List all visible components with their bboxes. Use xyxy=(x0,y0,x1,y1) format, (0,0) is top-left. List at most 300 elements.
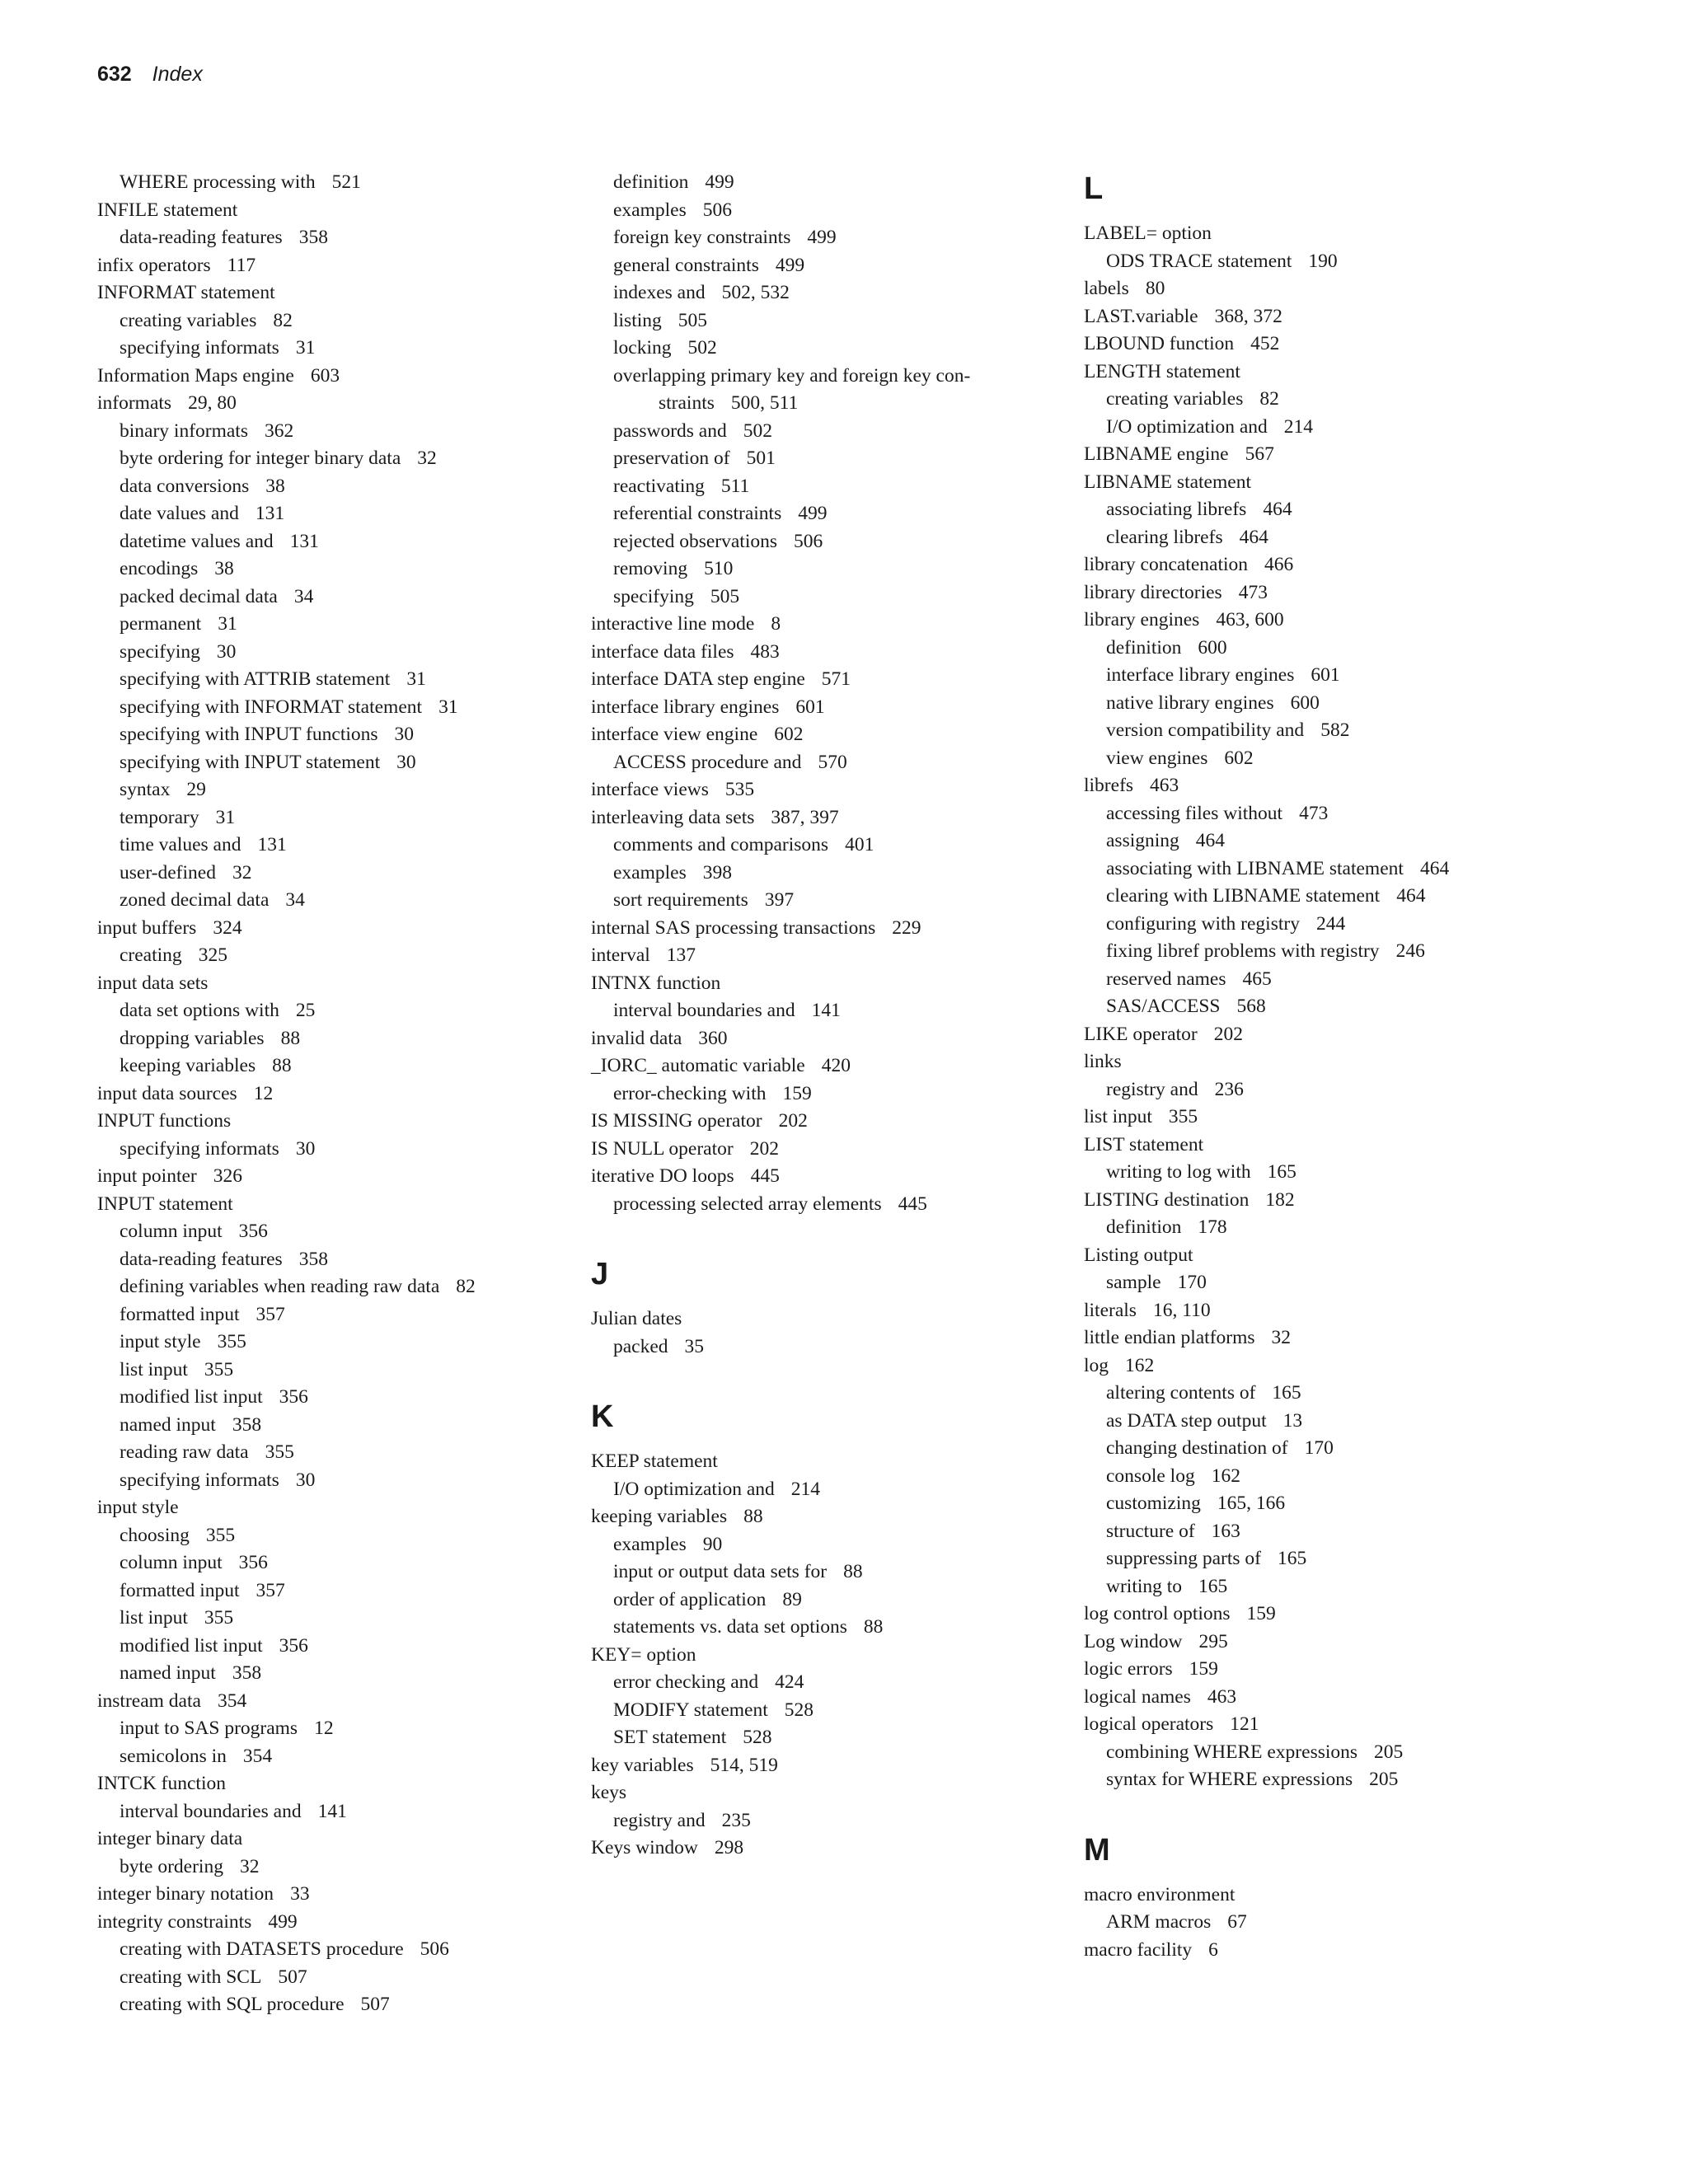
entry-term: INTNX function xyxy=(591,972,721,994)
entry-term: defining variables when reading raw data xyxy=(120,1276,440,1297)
index-subentry xyxy=(97,1660,567,1688)
entry-term: user-defined xyxy=(120,861,216,883)
page-refs: 8 xyxy=(771,613,781,635)
index-subentry xyxy=(97,1743,567,1771)
page-refs: 163 xyxy=(1211,1520,1240,1542)
page-refs: 67 xyxy=(1227,1911,1247,1933)
page-refs: 178 xyxy=(1198,1216,1227,1238)
index-entry xyxy=(97,390,567,418)
page-refs: 159 xyxy=(782,1082,812,1104)
entry-term: Log window xyxy=(1084,1630,1183,1652)
index-entry xyxy=(97,197,567,225)
index-subentry xyxy=(591,1558,1057,1586)
index-subentry xyxy=(591,583,1057,612)
index-subentry xyxy=(591,1531,1057,1559)
index-subentry xyxy=(1084,1463,1587,1491)
page-refs: 12 xyxy=(253,1082,274,1104)
page-refs: 117 xyxy=(227,254,256,276)
entry-term: INTCK function xyxy=(97,1773,226,1794)
index-subentry xyxy=(1084,386,1587,414)
index-entry xyxy=(1084,275,1587,303)
entry-term: examples xyxy=(613,199,687,221)
page-refs: 38 xyxy=(214,558,234,579)
index-entry xyxy=(1084,1601,1587,1629)
page-refs: 355 xyxy=(1168,1106,1198,1127)
index-entry xyxy=(591,1779,1057,1807)
index-entry xyxy=(1084,772,1587,800)
entry-term: specifying informats xyxy=(120,337,279,359)
page-refs: 600 xyxy=(1198,636,1227,658)
page-refs: 182 xyxy=(1265,1188,1295,1211)
index-entry xyxy=(97,1688,567,1716)
index-subentry xyxy=(97,749,567,777)
index-entry xyxy=(1084,441,1587,469)
page-refs: 505 xyxy=(710,585,740,607)
entry-term: foreign key constraints xyxy=(613,227,791,248)
entry-term: library concatenation xyxy=(1084,554,1249,575)
page-refs: 505 xyxy=(678,309,708,331)
entry-term: LIKE operator xyxy=(1084,1023,1198,1045)
index-subentry xyxy=(591,832,1057,860)
index-subentry xyxy=(1084,1214,1587,1242)
index-entry xyxy=(97,1191,567,1219)
page-refs: 89 xyxy=(782,1588,802,1610)
page-refs: 30 xyxy=(295,1137,316,1160)
entry-term: interface DATA step engine xyxy=(591,668,805,690)
index-subentry xyxy=(591,749,1057,777)
index-subentry xyxy=(97,555,567,583)
page-refs: 82 xyxy=(1259,388,1279,410)
page-refs: 298 xyxy=(714,1837,744,1858)
page-refs: 165 xyxy=(1277,1548,1307,1569)
index-subentry xyxy=(591,390,1057,418)
entry-term: keeping variables xyxy=(120,1055,256,1076)
page-refs: 205 xyxy=(1369,1769,1399,1790)
entry-term: interface library engines xyxy=(1106,664,1295,686)
entry-term: interface library engines xyxy=(591,696,780,718)
index-entry xyxy=(591,721,1057,749)
index-subentry xyxy=(1084,690,1587,718)
entry-term: input to SAS programs xyxy=(120,1718,298,1739)
entry-term: iterative DO loops xyxy=(591,1165,734,1187)
page-refs: 162 xyxy=(1125,1354,1155,1376)
page-refs: 31 xyxy=(438,696,458,718)
entry-term: view engines xyxy=(1106,747,1208,769)
page-refs: 483 xyxy=(750,640,780,663)
entry-term: clearing with LIBNAME statement xyxy=(1106,885,1381,907)
entry-term: named input xyxy=(120,1662,216,1684)
entry-term: syntax for WHERE expressions xyxy=(1106,1769,1353,1790)
index-subentry xyxy=(591,1333,1057,1361)
index-entry xyxy=(591,1448,1057,1476)
entry-term: input data sets xyxy=(97,972,209,994)
entry-term: packed decimal data xyxy=(120,585,278,607)
entry-term: LAST.variable xyxy=(1084,305,1198,327)
index-subentry xyxy=(1084,993,1587,1021)
entry-term: ARM macros xyxy=(1106,1911,1212,1933)
index-entry xyxy=(1084,1132,1587,1160)
page-refs: 354 xyxy=(242,1745,273,1767)
index-entry xyxy=(591,1025,1057,1053)
page-refs: 463, 600 xyxy=(1216,609,1284,630)
index-subentry xyxy=(97,1273,567,1301)
page-refs: 30 xyxy=(216,640,237,663)
entry-term: input data sources xyxy=(97,1082,237,1104)
index-subentry xyxy=(1084,1490,1587,1518)
page-refs: 499 xyxy=(807,227,837,248)
index-subentry xyxy=(97,1633,567,1661)
entry-term: choosing xyxy=(120,1524,190,1546)
index-entry xyxy=(591,639,1057,667)
entry-term: macro environment xyxy=(1084,1883,1236,1905)
index-subentry xyxy=(97,1439,567,1467)
index-subentry xyxy=(1084,938,1587,966)
entry-term: literals xyxy=(1084,1299,1137,1321)
entry-term: suppressing parts of xyxy=(1106,1548,1261,1569)
page-refs: 35 xyxy=(684,1335,705,1357)
index-subentry xyxy=(97,776,567,804)
page-refs: 360 xyxy=(698,1027,728,1049)
page-refs: 33 xyxy=(290,1883,310,1905)
page-refs: 88 xyxy=(863,1616,884,1638)
index-subentry xyxy=(1084,635,1587,663)
index-subentry xyxy=(97,1964,567,1992)
entry-term: LIST statement xyxy=(1084,1133,1204,1155)
index-entry xyxy=(1084,1242,1587,1270)
entry-term: referential constraints xyxy=(613,503,782,524)
index-subentry xyxy=(591,224,1057,252)
index-entry xyxy=(591,1503,1057,1531)
index-subentry xyxy=(97,1246,567,1274)
page-refs: 88 xyxy=(272,1055,292,1076)
index-subentry xyxy=(591,307,1057,335)
index-entry xyxy=(591,1108,1057,1136)
entry-term: formatted input xyxy=(120,1303,240,1325)
page-refs: 214 xyxy=(1283,415,1314,438)
index-subentry xyxy=(591,1669,1057,1697)
index-subentry xyxy=(97,335,567,363)
entry-term: creating xyxy=(120,944,182,966)
page-refs: 34 xyxy=(293,585,314,607)
index-entry xyxy=(591,1136,1057,1164)
page-refs: 32 xyxy=(1271,1327,1292,1348)
entry-term: interface data files xyxy=(591,640,734,663)
index-entry xyxy=(1084,1656,1587,1684)
index-entry xyxy=(1084,1297,1587,1325)
page-refs: 355 xyxy=(265,1441,294,1463)
entry-term: creating with SQL procedure xyxy=(120,1994,345,2015)
entry-term: reserved names xyxy=(1106,968,1226,990)
page-refs: 567 xyxy=(1245,443,1274,465)
page-header xyxy=(97,59,203,89)
entry-term: straints xyxy=(659,392,715,414)
entry-term: INPUT statement xyxy=(97,1193,233,1215)
index-subentry xyxy=(591,335,1057,363)
entry-term: comments and comparisons xyxy=(613,834,829,855)
entry-term: MODIFY statement xyxy=(613,1699,768,1721)
index-entry xyxy=(591,970,1057,998)
index-subentry xyxy=(591,473,1057,501)
entry-term: formatted input xyxy=(120,1579,240,1601)
page-refs: 326 xyxy=(213,1165,242,1187)
index-subentry xyxy=(97,1522,567,1550)
page-refs: 535 xyxy=(724,779,755,800)
entry-term: statements vs. data set options xyxy=(613,1616,847,1638)
entry-term: as DATA step output xyxy=(1106,1409,1267,1432)
entry-term: reading raw data xyxy=(120,1441,249,1463)
entry-term: examples xyxy=(613,861,687,883)
entry-term: KEY= option xyxy=(591,1643,696,1666)
page-refs: 202 xyxy=(749,1137,779,1160)
entry-term: library engines xyxy=(1084,609,1200,630)
index-entry xyxy=(591,1305,1057,1333)
entry-term: macro facility xyxy=(1084,1938,1193,1961)
index-subentry xyxy=(1084,1766,1587,1794)
entry-term: fixing libref problems with registry xyxy=(1106,940,1380,962)
entry-term: integer binary notation xyxy=(97,1883,274,1905)
entry-term: dropping variables xyxy=(120,1027,265,1049)
index-subentry xyxy=(97,1025,567,1053)
entry-term: input style xyxy=(97,1497,179,1518)
index-column-1 xyxy=(97,169,567,2019)
entry-term: modified list input xyxy=(120,1634,263,1657)
index-entry xyxy=(1084,330,1587,359)
entry-term: IS MISSING operator xyxy=(591,1110,762,1132)
page-refs: 170 xyxy=(1304,1437,1334,1459)
entry-term: logical operators xyxy=(1084,1713,1214,1735)
page-refs: 137 xyxy=(666,944,696,966)
page-refs: 88 xyxy=(843,1561,863,1582)
index-subentry xyxy=(97,1715,567,1743)
entry-term: syntax xyxy=(120,779,171,800)
entry-term: structure of xyxy=(1106,1520,1195,1542)
index-subentry xyxy=(97,1357,567,1385)
entry-term: native library engines xyxy=(1106,691,1274,714)
entry-term: little endian platforms xyxy=(1084,1327,1255,1348)
page-refs: 357 xyxy=(256,1303,285,1325)
index-subentry xyxy=(591,197,1057,225)
index-subentry xyxy=(1084,414,1587,442)
page-refs: 170 xyxy=(1177,1272,1207,1293)
entry-term: LIBNAME statement xyxy=(1084,471,1251,493)
page-refs: 38 xyxy=(265,475,285,497)
index-subentry xyxy=(97,1577,567,1605)
entry-term: error-checking with xyxy=(613,1082,767,1104)
page-refs: 507 xyxy=(278,1966,307,1988)
page-refs: 502, 532 xyxy=(721,282,790,303)
index-subentry xyxy=(1084,496,1587,524)
index-subentry xyxy=(97,860,567,888)
entry-term: list input xyxy=(1084,1106,1152,1127)
page-refs: 499 xyxy=(268,1910,298,1933)
entry-term: datetime values and xyxy=(120,530,274,552)
index-subentry xyxy=(591,528,1057,556)
entry-term: creating variables xyxy=(120,309,257,331)
page-refs: 31 xyxy=(406,668,426,690)
entry-term: log xyxy=(1084,1354,1109,1376)
entry-term: changing destination of xyxy=(1106,1437,1288,1459)
index-subentry xyxy=(591,500,1057,528)
page-refs: 165 xyxy=(1272,1382,1301,1404)
entry-term: modified list input xyxy=(120,1386,263,1408)
index-entry xyxy=(1084,1684,1587,1712)
index-entry xyxy=(1084,303,1587,331)
entry-term: customizing xyxy=(1106,1493,1201,1514)
page-refs: 82 xyxy=(456,1276,476,1297)
index-entry xyxy=(97,1080,567,1108)
page-refs: 506 xyxy=(702,199,732,221)
entry-term: LENGTH statement xyxy=(1084,360,1240,382)
index-entry xyxy=(591,1835,1057,1863)
entry-term: specifying informats xyxy=(120,1137,279,1160)
entry-term: configuring with registry xyxy=(1106,912,1300,935)
index-entry xyxy=(97,1770,567,1798)
page-refs: 424 xyxy=(775,1671,804,1693)
entry-term: library directories xyxy=(1084,581,1222,603)
page-refs: 354 xyxy=(217,1690,247,1712)
entry-term: integrity constraints xyxy=(97,1910,252,1933)
entry-term: Julian dates xyxy=(591,1308,682,1329)
entry-term: version compatibility and xyxy=(1106,719,1305,741)
page-refs: 507 xyxy=(360,1994,390,2015)
index-entry xyxy=(97,363,567,391)
index-subentry xyxy=(97,942,567,970)
entry-term: packed xyxy=(613,1335,668,1357)
page-refs: 131 xyxy=(257,834,287,855)
index-subentry xyxy=(591,169,1057,197)
index-subentry xyxy=(1084,1573,1587,1601)
index-entry xyxy=(1084,1324,1587,1352)
index-subentry xyxy=(97,1301,567,1329)
entry-term: column input xyxy=(120,1221,223,1242)
page-refs: 235 xyxy=(721,1809,751,1831)
index-subentry xyxy=(1084,1909,1587,1937)
entry-term: list input xyxy=(120,1358,188,1380)
entry-term: LBOUND function xyxy=(1084,333,1235,354)
page-number: 632 xyxy=(97,63,132,86)
entry-term: data-reading features xyxy=(120,227,283,248)
page-refs: 499 xyxy=(798,503,828,524)
entry-term: specifying xyxy=(613,585,694,607)
entry-term: data conversions xyxy=(120,475,250,497)
entry-term: column input xyxy=(120,1552,223,1573)
index-entry xyxy=(591,1642,1057,1670)
entry-term: input style xyxy=(120,1331,201,1352)
index-subentry xyxy=(1084,248,1587,276)
page-refs: 502 xyxy=(743,419,772,442)
page-refs: 141 xyxy=(317,1800,347,1822)
page-refs: 464 xyxy=(1396,885,1426,907)
page-refs: 25 xyxy=(295,1000,316,1021)
page-refs: 506 xyxy=(794,530,823,552)
entry-term: associating with LIBNAME statement xyxy=(1106,857,1404,879)
entry-term: informats xyxy=(97,392,172,414)
index-entry xyxy=(97,1909,567,1937)
index-entry xyxy=(591,1752,1057,1780)
page-refs: 502 xyxy=(687,337,717,359)
page-refs: 131 xyxy=(289,530,319,552)
index-subentry xyxy=(1084,855,1587,883)
entry-term: specifying xyxy=(120,640,200,663)
page-refs: 601 xyxy=(795,696,825,718)
entry-term: input buffers xyxy=(97,916,197,939)
index-entry xyxy=(97,1494,567,1522)
index-entry xyxy=(1084,551,1587,579)
entry-term: preservation of xyxy=(613,448,730,469)
entry-term: definition xyxy=(1106,1216,1182,1238)
index-subentry xyxy=(97,1605,567,1633)
page-refs: 466 xyxy=(1264,554,1294,575)
index-subentry xyxy=(591,1807,1057,1835)
entry-term: input or output data sets for xyxy=(613,1561,828,1582)
entry-term: LISTING destination xyxy=(1084,1188,1250,1211)
entry-term: librefs xyxy=(1084,775,1134,796)
page-refs: 159 xyxy=(1246,1603,1276,1624)
page-refs: 452 xyxy=(1250,333,1280,354)
index-subentry xyxy=(97,1936,567,1964)
page-refs: 324 xyxy=(213,916,242,939)
entry-term: links xyxy=(1084,1051,1122,1072)
index-subentry xyxy=(97,418,567,446)
index-subentry xyxy=(591,997,1057,1025)
index-entry xyxy=(1084,1104,1587,1132)
page-refs: 88 xyxy=(743,1506,763,1527)
index-entry xyxy=(97,1163,567,1191)
index-entry xyxy=(1084,579,1587,607)
letter-heading: K xyxy=(591,1399,614,1434)
page-refs: 355 xyxy=(217,1331,246,1352)
index-subentry xyxy=(97,611,567,639)
page-refs: 397 xyxy=(764,889,795,911)
entry-term: I/O optimization and xyxy=(1106,415,1268,438)
entry-term: input pointer xyxy=(97,1165,197,1187)
page-refs: 32 xyxy=(239,1855,260,1877)
index-subentry xyxy=(1084,800,1587,828)
index-subentry xyxy=(97,832,567,860)
index-subentry xyxy=(1084,524,1587,552)
entry-term: processing selected array elements xyxy=(613,1193,882,1215)
page-refs: 358 xyxy=(232,1413,262,1436)
entry-term: instream data xyxy=(97,1690,201,1712)
index-subentry xyxy=(97,169,567,197)
index-subentry xyxy=(591,1697,1057,1725)
entry-term: KEEP statement xyxy=(591,1451,718,1472)
index-subentry xyxy=(1084,1159,1587,1187)
page-refs: 12 xyxy=(314,1718,334,1739)
entry-term: associating librefs xyxy=(1106,499,1247,520)
page-refs: 356 xyxy=(238,1221,268,1242)
page-refs: 602 xyxy=(774,724,804,745)
entry-term: Information Maps engine xyxy=(97,364,294,387)
page-refs: 362 xyxy=(264,419,294,442)
page-refs: 473 xyxy=(1299,802,1329,824)
page-refs: 357 xyxy=(256,1579,285,1601)
entry-term: reactivating xyxy=(613,475,705,497)
page-refs: 295 xyxy=(1198,1630,1228,1652)
index-subentry xyxy=(1084,1269,1587,1297)
index-subentry xyxy=(97,473,567,501)
index-entry xyxy=(97,252,567,280)
entry-term: zoned decimal data xyxy=(120,889,270,911)
page-refs: 131 xyxy=(255,503,285,524)
page-refs: 13 xyxy=(1282,1409,1303,1432)
page-refs: 29, 80 xyxy=(188,392,237,414)
page-refs: 214 xyxy=(790,1478,821,1500)
entry-term: date values and xyxy=(120,503,239,524)
index-entry xyxy=(591,804,1057,832)
entry-term: interleaving data sets xyxy=(591,806,755,828)
entry-term: byte ordering xyxy=(120,1855,223,1877)
